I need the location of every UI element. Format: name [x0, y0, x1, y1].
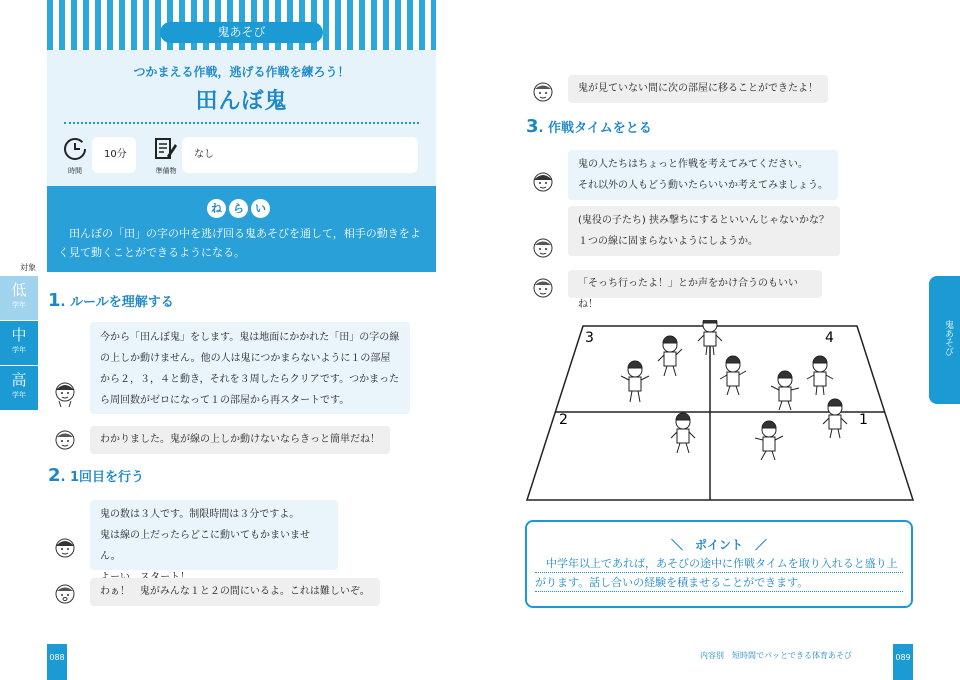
grade-suffix: 学年 — [12, 301, 26, 309]
grade-char: 低 — [11, 281, 27, 299]
dialogue-student-2: わぁ！ 鬼がみんな１と２の間にいるよ。これは難しいぞ。 — [90, 578, 380, 606]
items-value: なし — [182, 137, 418, 173]
point-text-content: 中学年以上であれば，あそびの途中に作戦タイムを取り入れると盛り上がります。話し合いの経験を積ませることができます。 — [535, 557, 898, 589]
time-value: 10分 — [92, 137, 136, 173]
point-title: ＼ ポイント ／ — [670, 538, 767, 552]
time-label: 時間 — [68, 167, 82, 175]
target-label: 対象 — [20, 263, 36, 272]
page-number-right: 089 — [893, 644, 913, 680]
grade-suffix: 学年 — [12, 391, 26, 399]
room-label-2: 2 — [559, 412, 568, 428]
dialogue-line: (鬼役の子たち) 挟み撃ちにするといいんじゃないかな？ — [578, 215, 829, 226]
student-face-icon — [532, 80, 554, 106]
dialogue-student-3: 鬼が見ていない間に次の部屋に移ることができたよ！ — [568, 75, 828, 103]
section-number: 1 — [48, 290, 61, 311]
grade-char: 高 — [11, 371, 27, 389]
student-face-icon — [532, 236, 554, 262]
dialogue-line: 鬼の数は３人です。制限時間は３分ですよ。 — [100, 509, 300, 520]
room-label-4: 4 — [825, 330, 834, 346]
dialogue-student-5: 「そっち行ったよ！」とか声をかけ合うのもいいね！ — [568, 270, 822, 298]
dotted-divider — [64, 122, 419, 124]
section-title: . 作戦タイムをとる — [538, 121, 652, 136]
dialogue-teacher-2 — [90, 500, 338, 570]
aim-badge: ら — [229, 199, 248, 218]
teacher-face-icon — [532, 170, 554, 196]
grade-char: 中 — [11, 326, 27, 344]
footer-title: 内容別 短時間でパッとできる体育あそび — [700, 651, 852, 660]
dialogue-line: 鬼の人たちはちょっと作戦を考えてみてください。 — [578, 159, 808, 170]
student-face-icon — [54, 582, 76, 608]
grade-suffix: 学年 — [12, 346, 26, 354]
side-tab-label: 鬼あそび — [943, 320, 953, 356]
room-label-1: 1 — [859, 412, 868, 428]
room-label-3: 3 — [585, 330, 594, 346]
dialogue-line: 鬼は線の上だったらどこに動いてもかまいません。 — [100, 530, 310, 562]
board-outline — [527, 326, 913, 500]
tanbo-board-illustration — [525, 320, 915, 502]
section-title: . ルールを理解する — [60, 295, 174, 310]
grade-tab-middle[interactable] — [0, 321, 38, 365]
student-face-icon — [54, 428, 76, 454]
point-dotted-line — [535, 572, 903, 573]
point-text — [535, 554, 903, 592]
clock-icon — [62, 136, 88, 162]
aim-badge-group — [207, 199, 270, 218]
category-pill: 鬼あそび — [160, 22, 323, 43]
section-3-heading — [526, 116, 652, 137]
aim-text — [58, 224, 428, 262]
section-title: . 1回目を行う — [60, 470, 145, 485]
page-title: 田んぼ鬼 — [195, 89, 288, 114]
grade-tab-low[interactable] — [0, 276, 38, 320]
section-2-heading — [48, 465, 144, 486]
dialogue-student-1: わかりました。鬼が線の上しか動けないならきっと簡単だね！ — [90, 426, 390, 454]
teacher-face-icon — [54, 536, 76, 562]
aim-badge: い — [251, 199, 270, 218]
point-dotted-line — [535, 591, 903, 592]
dialogue-teacher-3 — [568, 150, 838, 200]
section-number: 3 — [526, 116, 539, 137]
dialogue-line: １つの線に固まらないようにしようか。 — [578, 236, 758, 247]
section-number: 2 — [48, 465, 61, 486]
dialogue-line: それ以外の人もどう動いたらいいか考えてみましょう。 — [578, 180, 828, 191]
subtitle: つかまえる作戦，逃げる作戦を練ろう！ — [133, 65, 350, 79]
page-number-left: 088 — [47, 644, 67, 680]
notebook-icon — [153, 136, 179, 162]
items-label: 準備物 — [155, 167, 177, 175]
aim-text-content: 田んぼの「田」の字の中を逃げ回る鬼あそびを通して，相手の動きをよく見て動くことができるようになる。 — [58, 227, 421, 259]
grade-tab-high[interactable] — [0, 366, 38, 410]
teacher-face-icon — [54, 380, 76, 406]
aim-badge: ね — [207, 199, 226, 218]
student-face-icon — [532, 276, 554, 302]
dialogue-teacher-1: 今から「田んぼ鬼」をします。鬼は地面にかかれた「田」の字の線の上しか動けません。他の人は鬼につかまらないように１の部屋から２，３，４と動き，それを３周したらクリアです。つかまったら周回数がゼロになって１の部屋から再スタートです。 — [90, 322, 410, 414]
section-1-heading — [48, 290, 174, 311]
dialogue-student-4 — [568, 206, 840, 256]
